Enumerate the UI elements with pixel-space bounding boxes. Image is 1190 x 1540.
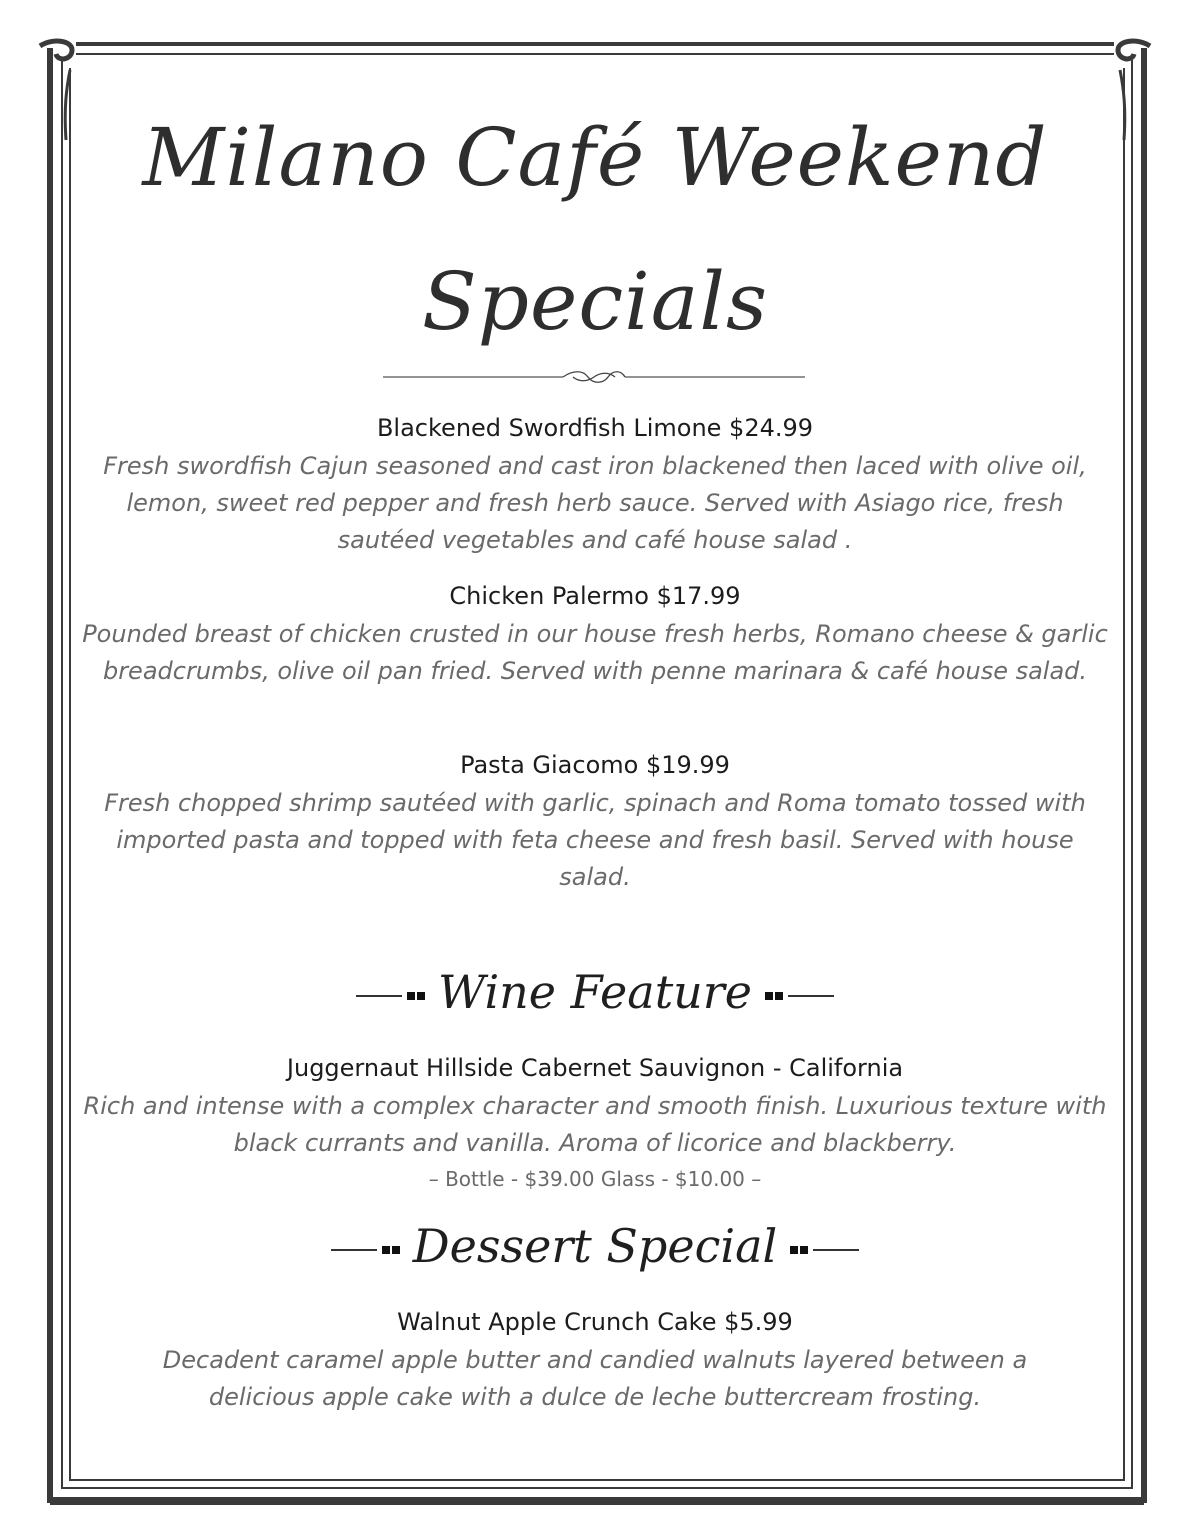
wine-name: Juggernaut Hillside Cabernet Sauvignon - California	[286, 1054, 904, 1082]
dessert-name: Walnut Apple Crunch Cake $5.99	[397, 1308, 793, 1336]
special-description: Fresh swordfish Cajun seasoned and cast iron blackened then laced with olive oil, lemon, sweet red pepper and fresh herb sauce. Served with Asiago rice, fresh sautéed vegetables and café house salad .	[103, 452, 1087, 554]
square-bullet-icon	[765, 992, 773, 1000]
square-bullet-icon	[392, 1246, 400, 1254]
dessert-special-heading	[0, 1220, 1190, 1272]
square-bullet-icon	[407, 992, 415, 1000]
square-bullet-icon	[790, 1246, 798, 1254]
wine-feature-heading	[0, 966, 1190, 1018]
heading-rule-left	[356, 995, 402, 997]
dessert-special-heading-text: Dessert Special	[412, 1219, 778, 1273]
heading-rule-right	[788, 995, 834, 997]
dessert-description: Decadent caramel apple butter and candied walnuts layered between a delicious apple cake with a dulce de leche buttercream frosting.	[162, 1346, 1028, 1411]
wine-description: Rich and intense with a complex character and smooth finish. Luxurious texture with black currants and vanilla. Aroma of licorice and blackberry.	[83, 1092, 1107, 1157]
wine-prices: – Bottle - $39.00 Glass - $10.00 –	[428, 1167, 762, 1191]
square-bullet-icon	[382, 1246, 390, 1254]
special-name: Chicken Palermo $17.99	[449, 582, 741, 610]
square-bullet-icon	[417, 992, 425, 1000]
special-description: Fresh chopped shrimp sautéed with garlic, spinach and Roma tomato tossed with imported pasta and topped with feta cheese and fresh basil. Served with house salad.	[104, 789, 1086, 891]
menu-title-line2: Specials	[421, 255, 769, 348]
wine-feature-heading-text: Wine Feature	[437, 965, 753, 1019]
special-name: Blackened Swordfish Limone $24.99	[376, 414, 814, 442]
square-bullet-icon	[800, 1246, 808, 1254]
special-description: Pounded breast of chicken crusted in our house fresh herbs, Romano cheese & garlic breadcrumbs, olive oil pan fried. Served with penne marinara & café house salad.	[82, 620, 1108, 685]
heading-rule-right	[813, 1249, 859, 1251]
heading-rule-left	[331, 1249, 377, 1251]
flourish-divider	[383, 366, 805, 388]
special-name: Pasta Giacomo $19.99	[460, 751, 730, 779]
menu-title-line1: Milano Café Weekend	[142, 111, 1048, 204]
square-bullet-icon	[775, 992, 783, 1000]
